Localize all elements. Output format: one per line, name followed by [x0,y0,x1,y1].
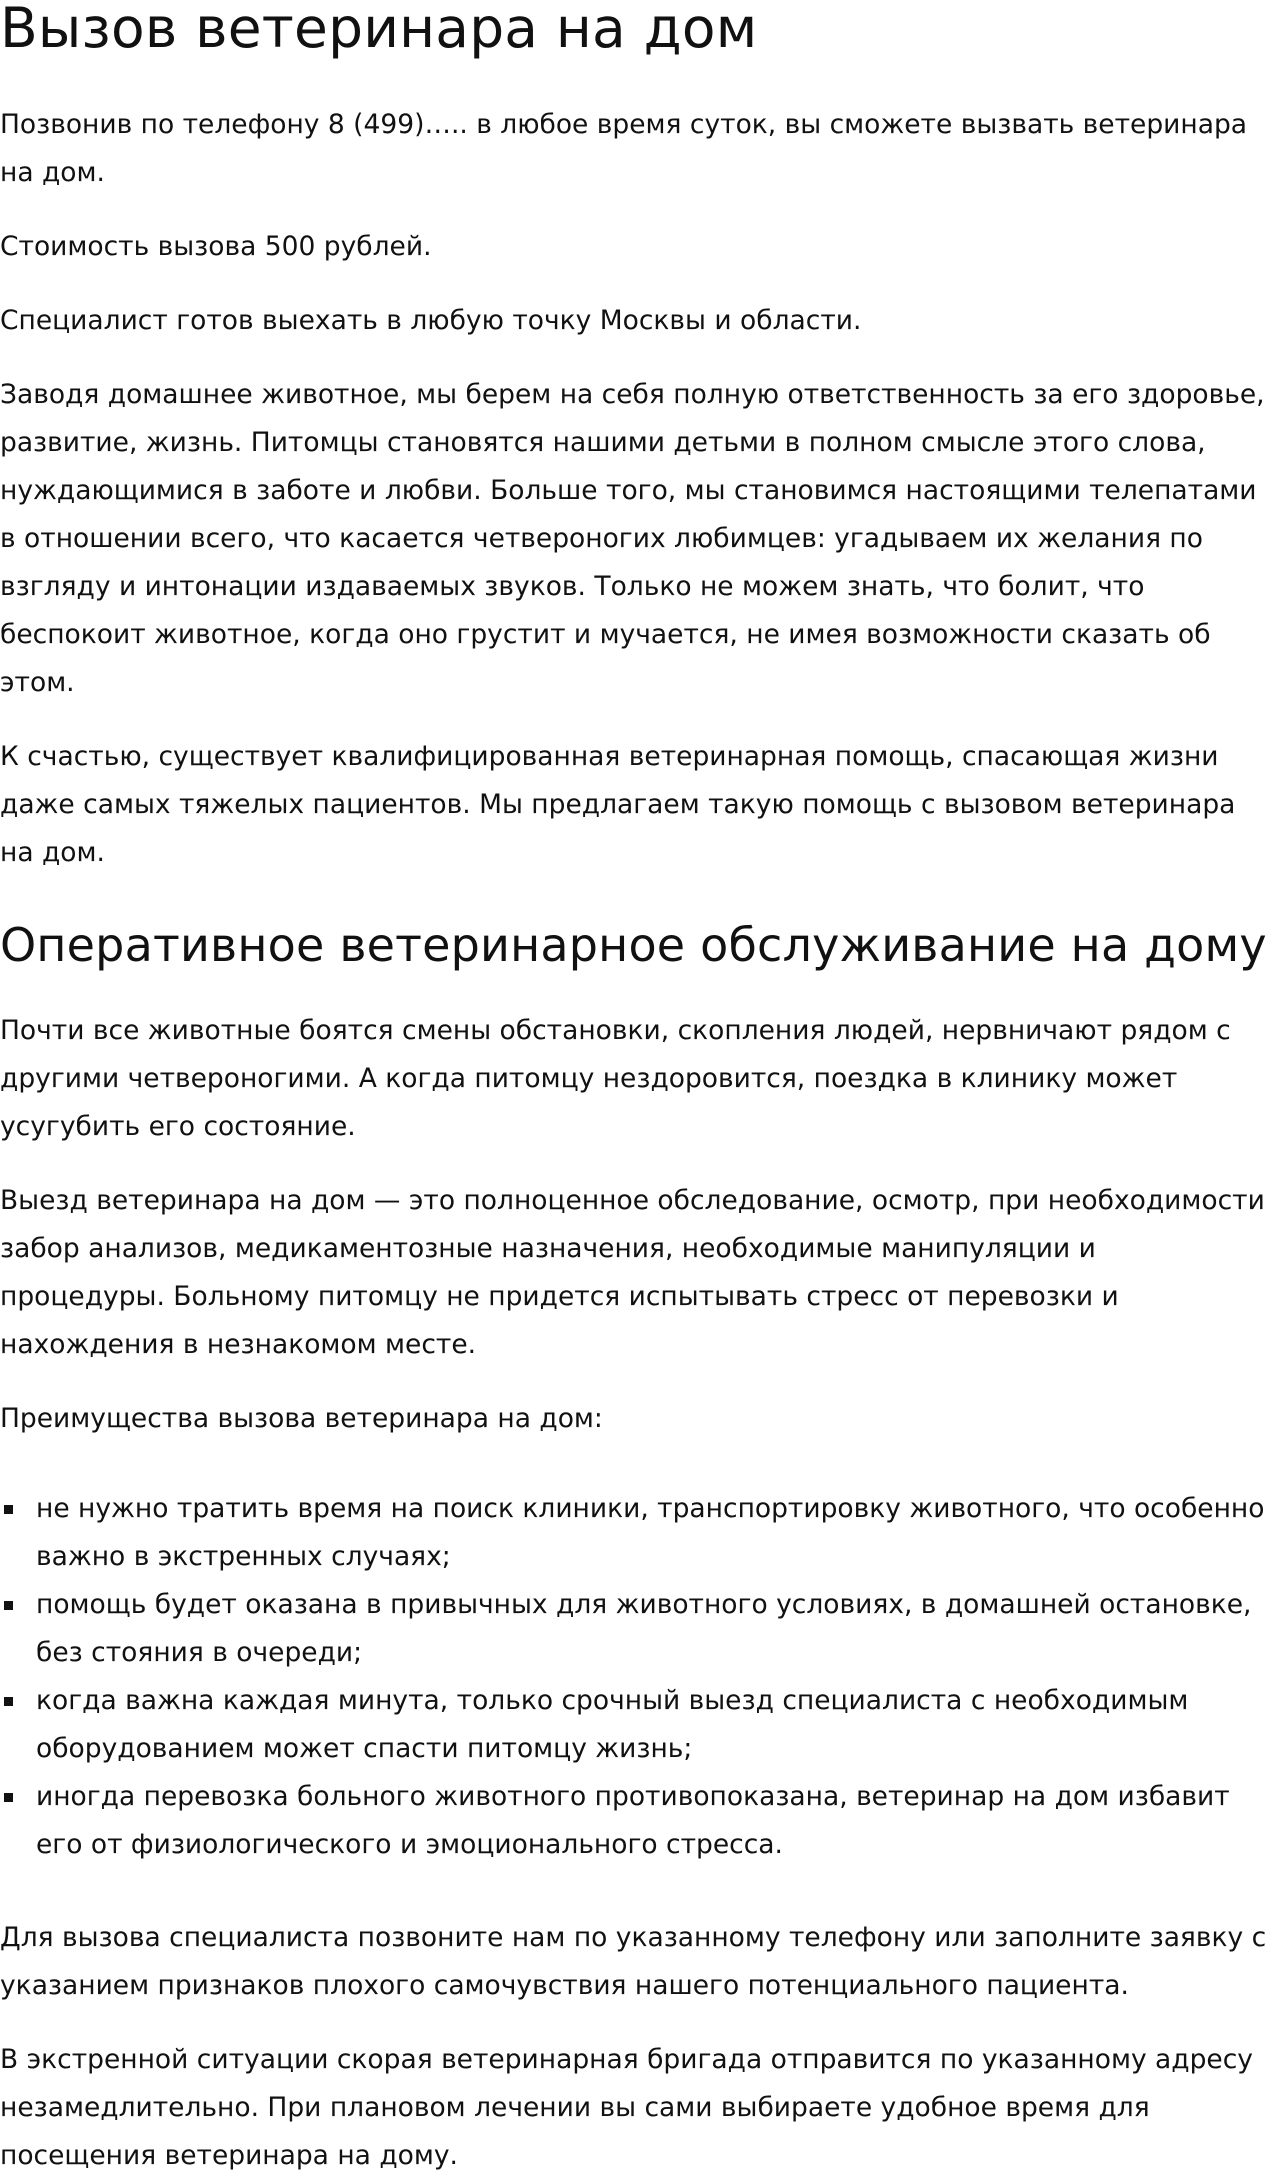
square-bullet-icon [4,1697,13,1706]
list-item [0,1677,1268,1773]
list-item-text: не нужно тратить время на поиск клиники, транспортировку животного, что особенно важно в экстренных случаях; [36,1493,1265,1572]
list-item [0,1485,1268,1581]
benefits-list [0,1485,1268,1869]
intro-paragraph-help: К счастью, существует квалифицированная ветеринарная помощь, спасающая жизни даже самых тяжелых пациентов. Мы предлагаем такую помощь с вызовом ветеринара на дом. [0,741,1236,868]
section-paragraph-benefits-intro: Преимущества вызова ветеринара на дом: [0,1403,603,1434]
intro-paragraph-coverage: Специалист готов выехать в любую точку Москвы и области. [0,305,862,336]
section-paragraph-visit: Выезд ветеринара на дом — это полноценное обследование, осмотр, при необходимости забор анализов, медикаментозные назначения, необходимые манипуляции и процедуры. Больному питомцу не придется испытывать стресс от перевозки и нахождения в незнакомом месте. [0,1185,1265,1360]
closing-paragraph-contact: Для вызова специалиста позвоните нам по указанному телефону или заполните заявку с указанием признаков плохого самочувствия нашего потенциального пациента. [0,1922,1267,2001]
section-paragraph-stress: Почти все животные боятся смены обстановки, скопления людей, нервничают рядом с другими четвероногими. А когда питомцу нездоровится, поездка в клинику может усугубить его состояние. [0,1015,1231,1142]
square-bullet-icon [4,1793,13,1802]
list-item [0,1773,1268,1869]
list-item [0,1581,1268,1677]
intro-paragraph-responsibility: Заводя домашнее животное, мы берем на себя полную ответственность за его здоровье, развитие, жизнь. Питомцы становятся нашими детьми в полном смысле этого слова, нуждающимися в заботе и любви. Больше того, мы становимся настоящими телепатами в отношении всего, что касается четвероногих любимцев: угадываем их желания по взгляду и интонации издаваемых звуков. Только не можем знать, что болит, что беспокоит животное, когда оно грустит и мучается, не имея возможности сказать об этом. [0,379,1265,698]
page-title: Вызов ветеринара на дом [0,0,758,60]
closing-paragraph-emergency: В экстренной ситуации скорая ветеринарная бригада отправится по указанному адресу незамедлительно. При плановом лечении вы сами выбираете удобное время для посещения ветеринара на дому. [0,2044,1253,2171]
intro-paragraph-price: Стоимость вызова 500 рублей. [0,231,432,262]
square-bullet-icon [4,1601,13,1610]
list-item-text: когда важна каждая минута, только срочный выезд специалиста с необходимым оборудованием может спасти питомцу жизнь; [36,1685,1189,1764]
list-item-text: помощь будет оказана в привычных для животного условиях, в домашней остановке, без стояния в очереди; [36,1589,1252,1668]
square-bullet-icon [4,1505,13,1514]
intro-paragraph-phone: Позвонив по телефону 8 (499)….. в любое время суток, вы сможете вызвать ветеринара на дом. [0,109,1248,188]
list-item-text: иногда перевозка больного животного противопоказана, ветеринар на дом избавит его от физиологического и эмоционального стресса. [36,1781,1230,1860]
section-heading: Оперативное ветеринарное обслуживание на дому [0,918,1267,972]
